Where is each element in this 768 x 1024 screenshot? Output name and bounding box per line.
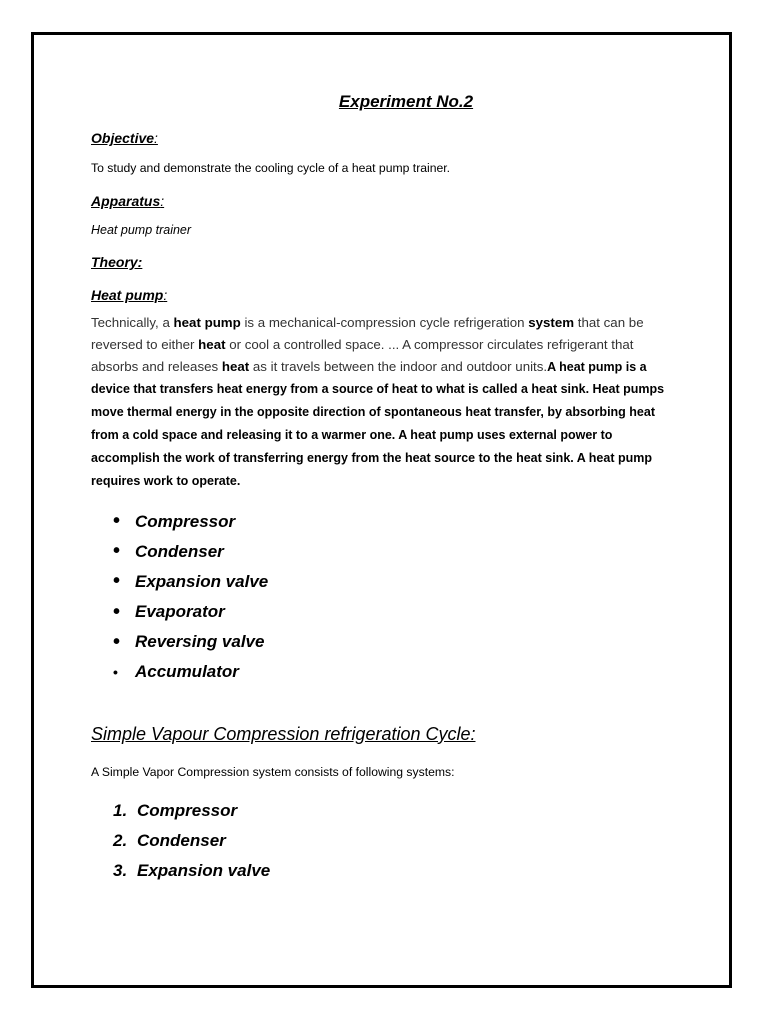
bullet-icon: •	[113, 570, 121, 593]
vapour-cycle-list	[91, 796, 681, 887]
theory-text: Technically, a	[91, 315, 174, 331]
apparatus-heading	[91, 193, 681, 209]
theory-section	[91, 254, 681, 492]
theory-text: or cool a controlled space. ... A compressor circulates refrigerant that absorbs and releases	[91, 336, 634, 374]
list-number: 2.	[113, 830, 128, 850]
bullet-icon: •	[113, 510, 121, 533]
page-title: Experiment No.2	[338, 92, 474, 111]
theory-paragraph	[91, 312, 681, 492]
list-number: 3.	[113, 861, 128, 881]
heading-colon: :	[154, 130, 158, 146]
objective-heading	[91, 130, 681, 146]
list-item-label: Compressor	[135, 511, 236, 531]
list-item	[91, 506, 681, 536]
heat-pump-heading-text: Heat pump	[91, 287, 164, 304]
list-item-label: Expansion valve	[135, 571, 269, 591]
theory-bold-term: system	[528, 315, 575, 331]
list-item-label: Compressor	[137, 800, 238, 820]
list-item	[91, 826, 681, 856]
objective-heading-text: Objective	[91, 130, 155, 146]
list-item	[91, 537, 681, 567]
theory-bold-term: heat pump	[173, 315, 241, 331]
heading-colon: :	[163, 287, 168, 304]
components-list	[91, 506, 681, 687]
list-item	[91, 796, 681, 826]
objective-section	[91, 130, 681, 177]
list-number: 1.	[113, 800, 128, 820]
list-item	[91, 856, 681, 886]
list-item-label: Condenser	[137, 830, 226, 850]
list-item-label: Expansion valve	[137, 861, 271, 881]
theory-text: that can be reversed to either	[91, 315, 644, 352]
heat-pump-heading	[91, 287, 681, 303]
list-item	[91, 567, 681, 597]
list-item	[91, 597, 681, 627]
document-content	[91, 92, 681, 886]
theory-bold-term: heat	[221, 358, 250, 374]
theory-definition: device that transfers heat energy from a source of heat to what is called a heat sink. Heat pumps move thermal energy in the opposite direction of spontaneous heat transfer, by absorbing heat from a cold space and releasing it to a warmer one. A heat pump uses external power to accomplish the work of transferring energy from the heat source to the heat sink. A heat pump requires work to operate.	[91, 382, 665, 488]
list-item-label: Reversing valve	[135, 632, 265, 652]
bullet-icon: •	[113, 664, 118, 681]
theory-text: is a mechanical-compression cycle refrigeration	[240, 315, 529, 331]
theory-bold-lead: A heat pump is a	[547, 359, 647, 374]
list-item	[91, 657, 681, 687]
heading-colon: :	[160, 193, 165, 210]
bullet-icon: •	[113, 600, 121, 623]
list-item-label: Accumulator	[135, 662, 239, 682]
vapour-cycle-intro: A Simple Vapor Compression system consists of following systems:	[91, 764, 455, 779]
vapour-cycle-section	[91, 724, 681, 887]
apparatus-text: Heat pump trainer	[91, 223, 192, 238]
objective-text: To study and demonstrate the cooling cycle of a heat pump trainer.	[91, 161, 451, 175]
bullet-icon: •	[113, 540, 121, 563]
list-item-label: Condenser	[135, 541, 224, 561]
theory-heading: Theory:	[91, 254, 143, 271]
theory-text: as it travels between the indoor and outdoor units.	[249, 358, 548, 374]
list-item	[91, 627, 681, 657]
theory-bold-term: heat	[198, 336, 226, 352]
vapour-cycle-heading: Simple Vapour Compression refrigeration Cycle:	[91, 723, 476, 744]
list-item-label: Evaporator	[135, 602, 225, 622]
apparatus-section	[91, 193, 681, 237]
bullet-icon: •	[113, 630, 121, 653]
apparatus-heading-text: Apparatus	[91, 193, 161, 210]
